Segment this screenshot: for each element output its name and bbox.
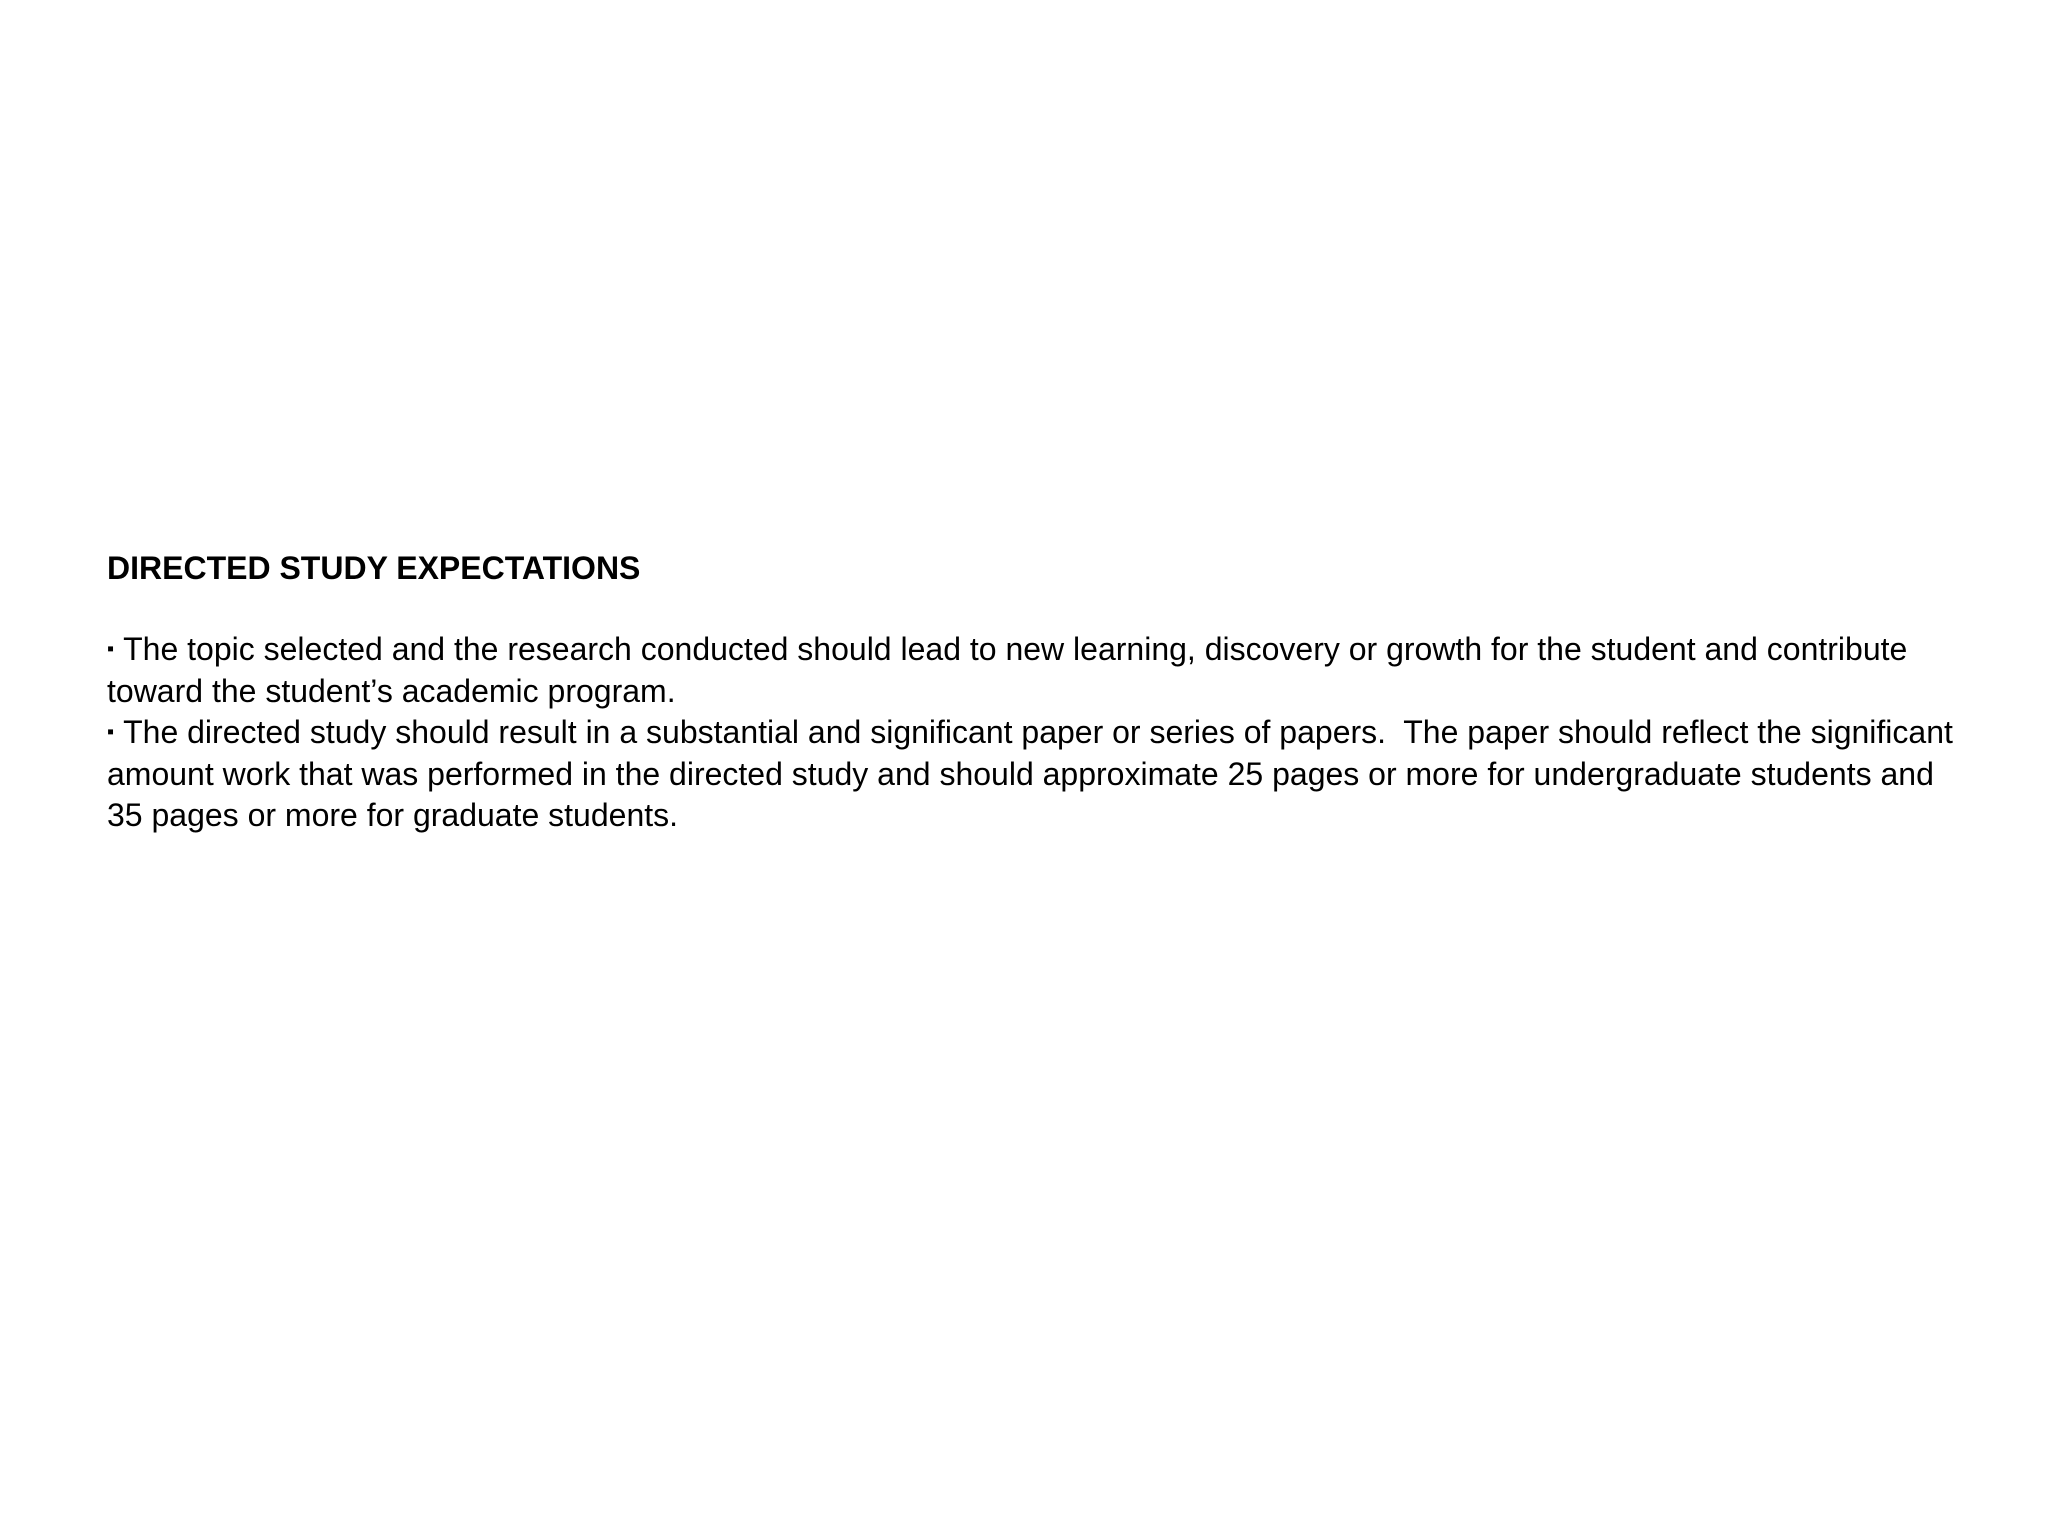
expectations-list: [107, 629, 1967, 837]
list-item-text: The topic selected and the research conducted should lead to new learning, discovery or growth for the student and contribute toward the student’s academic program.: [107, 631, 1908, 709]
square-bullet-icon: ▪: [107, 721, 115, 743]
list-item: [107, 712, 1967, 837]
document-content: [107, 547, 1967, 837]
square-bullet-icon: ▪: [107, 638, 115, 660]
list-item: [107, 629, 1967, 712]
list-item-text: The directed study should result in a substantial and significant paper or series of papers. The paper should reflect the significant amount work that was performed in the directed study and should approximate 25 pages or more for undergraduate students and 35 pages or more for graduate students.: [107, 714, 1962, 833]
section-heading: DIRECTED STUDY EXPECTATIONS: [107, 550, 641, 586]
